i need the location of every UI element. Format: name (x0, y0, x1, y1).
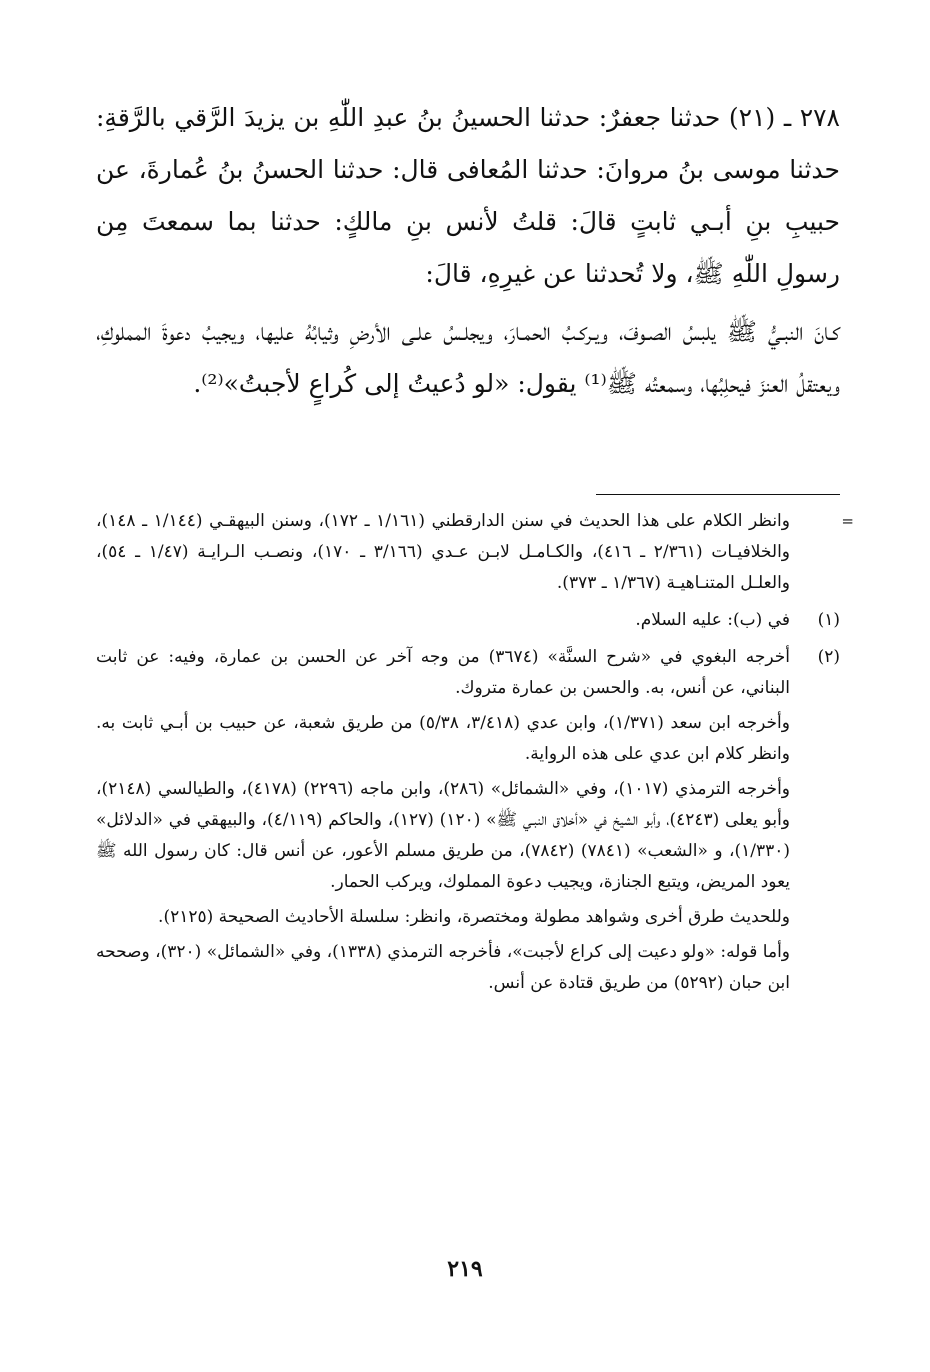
footnote-2-paragraph: وأما قوله: «ولو دعيت إلى كراع لأجبت»، فأخرجه الترمذي (١٣٣٨)، وفي «الشمائل» (٣٢٠)، وصححه ابن حبان (٥٢٩٢) من طريق قتادة عن أنس. (96, 942, 790, 993)
footnote-1-marker: (١) (817, 610, 840, 630)
footnotes (96, 506, 854, 999)
page-number: ٢١٩ (447, 1256, 483, 1282)
footnote-2-paragraph: وللحديث طرق أخرى وشواهد مطولة ومختصرة، وانظر: سلسلة الأحاديث الصحيحة (٢١٢٥). (158, 907, 790, 927)
footnote-2 (96, 642, 840, 999)
footnote-2-marker: (٢) (817, 647, 840, 667)
footnote-continuation-marker: = (841, 512, 854, 530)
footnote-1 (96, 605, 840, 636)
footnote-separator (596, 494, 840, 495)
hadith-matn: كـانَ النبـيُّ ﷺ يلبسُ الصـوفَ، ويـركـبُ الحمـارَ، ويجلـسُ علـى الأرضِ وثيابُهُ عليها، ويجيبُ دعوةَ المملوكِ، ويعتقلُ العنزَ فيحلِبُها، وسمعتُه ﷺ⁽¹⁾ يقول: «لو دُعيتُ إلى كُراعٍ لأجبتُ»⁽²⁾. (96, 317, 840, 398)
footnote-continuation (96, 506, 854, 599)
hadith-isnad: ٢٧٨ ـ (٢١) حدثنا جعفرٌ: حدثنا الحسينُ بنُ عبدِ اللّٰهِ بن يزيدَ الرَّقي بالرَّقةِ: حدثنا موسى بنُ مروانَ: حدثنا المُعافى قال: حدثنا الحسنُ بنُ عُمارةَ، عن حبيبِ بنِ أبـي ثابتٍ قالَ: قلتُ لأنس بنِ مالكٍ: حدثنا بما سمعتَ مِن رسولِ اللّٰهِ ﷺ، ولا تُحدثنا عن غيرِهِ، قالَ: (96, 103, 840, 288)
footnote-2-paragraph: وأخرجه ابن سعد (١/٣٧١)، وابن عدي (٣/٤١٨، ٥/٣٨) من طريق شعبة، عن حبيب بن أبـي ثابت به. وانظر كلام ابن عدي على هذه الرواية. (96, 713, 790, 764)
hadith-main-text (96, 92, 840, 410)
footnote-1-text: في (ب): عليه السلام. (635, 610, 790, 630)
footnote-2-paragraph: وأخرجه الترمذي (١٠١٧)، وفي «الشمائل» (٢٨٦)، وابن ماجه (٢٢٩٦) (٤١٧٨)، والطيالسي (٢١٤٨)، وأبو يعلى (٤٢٤٣)، وأبو الشيخ في «أخلاق النبـي ﷺ» (١٢٠) (١٢٧)، والحاكم (٤/١١٩)، والبيهقي في «الدلائل» (١/٣٣٠)، و «الشعب» (٧٨٤١) (٧٨٤٢)، من طريق مسلم الأعور، عن أنس قال: كان رسول الله ﷺ يعود المريض، ويتبع الجنازة، ويجيب دعوة المملوك، ويركب الحمار. (96, 779, 791, 892)
footnote-continuation-text: وانظر الكلام على هذا الحديث في سنن الدارقطني (١/١٦١ ـ ١٧٢)، وسنن البيهقـي (١/١٤٤ ـ ١٤٨)، والخلافيـات (٢/٣٦١ ـ ٤١٦)، والكـامـل لابـن عـدي (٣/١٦٦ ـ ١٧٠)، ونصـب الـرايـة (١/٤٧ ـ ٥٤)، والعلـل المتنـاهيـة (١/٣٦٧ ـ ٣٧٣). (96, 511, 791, 593)
footnote-2-paragraph: أخرجه البغوي في «شرح السنَّة» (٣٦٧٤) من وجه آخر عن الحسن بن عمارة، وفيه: عن ثابت البناني، عن أنس، به. والحسن بن عمارة متروك. (96, 647, 790, 698)
